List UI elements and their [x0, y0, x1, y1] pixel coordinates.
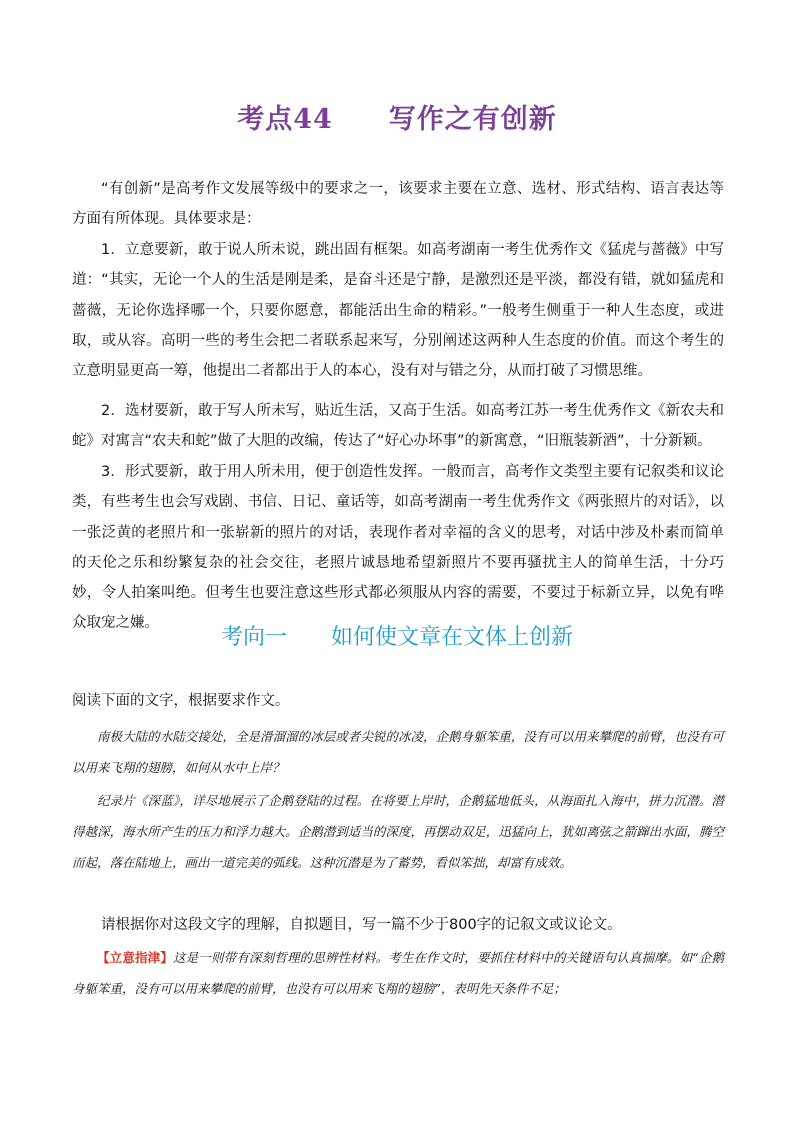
point-2-paragraph: 2．选材要新，敢于写人所未写，贴近生活，又高于生活。如高考江苏一考生优秀作文《新农夫和蛇》对寓言“农夫和蛇”做了大胆的改编，传达了“好心办坏事”的新寓意，“旧瓶装新酒”，十分新颖。 [72, 403, 724, 450]
point-1-paragraph: 1．立意要新，敢于说人所未说，跳出固有框架。如高考湖南一考生优秀作文《猛虎与蔷薇》中写道：“其实，无论一个人的生活是刚是柔，是奋斗还是宁静，是激烈还是平淡，都没有错，就如猛虎和蔷薇，无论你选择哪一个，只要你愿意，都能活出生命的精彩。”一般考生侧重于一种人生态度，或进取，或从容。高明一些的考生会把二者联系起来写，分别阐述这两种人生态度的价值。而这个考生的立意明显更高一筹，他提出二者都出于人的本心，没有对与错之分，从而打破了习惯思维。 [72, 242, 724, 380]
material-paragraph-1: 南极大陆的水陆交接处，全是滑溜溜的冰层或者尖锐的冰凌，企鹅身躯笨重，没有可以用来攀爬的前臂，也没有可以用来飞翔的翅膀，如何从水中上岸？ [72, 729, 724, 775]
guide-text: 这是一则带有深刻哲理的思辨性材料。考生在作文时，要抓住材料中的关键语句认真揣摩。如“企鹅身躯笨重，没有可以用来攀爬的前臂，也没有可以用来飞翔的翅膀”，表明先天条件不足； [72, 950, 724, 996]
point-3-paragraph: 3．形式要新，敢于用人所未用，便于创造性发挥。一般而言，高考作文类型主要有记叙类和议论类，有些考生也会写戏剧、书信、日记、童话等，如高考湖南一考生优秀作文《两张照片的对话》，以一张泛黄的老照片和一张崭新的照片的对话，表现作者对幸福的含义的思考，对话中涉及朴素而简单的天伦之乐和纷繁复杂的社会交往，老照片诚恳地希望新照片不要再骚扰主人的简单生活，十分巧妙，令人拍案叫绝。但考生也要注意这些形式都必须服从内容的需要，不要过于标新立异，以免有哗众取宠之嫌。 [72, 464, 724, 632]
writing-requirement: 请根据你对这段文字的理解，自拟题目，写一篇不少于800字的记叙文或议论文。 [101, 917, 622, 933]
page-title: 考点44 写作之有创新 [237, 104, 557, 135]
exercise-prompt: 阅读下面的文字，根据要求作文。 [72, 693, 290, 709]
intro-paragraph: “有创新”是高考作文发展等级中的要求之一，该要求主要在立意、选材、形式结构、语言表达等方面有所体现。具体要求是： [72, 181, 724, 228]
guide-tag: 【立意指津】 [97, 950, 173, 965]
material-paragraph-2: 纪录片《深蓝》，详尽地展示了企鹅登陆的过程。在将要上岸时，企鹅猛地低头，从海面扎入海中，拼力沉潜。潜得越深，海水所产生的压力和浮力越大。企鹅潜到适当的深度，再摆动双足，迅猛向上，犹如离弦之箭蹿出水面，腾空而起，落在陆地上，画出一道完美的弧线。这种沉潜是为了蓄势，看似笨拙，却富有成效。 [72, 793, 724, 870]
guide-paragraph [72, 942, 724, 1004]
section-heading: 考向一 如何使文章在文体上创新 [220, 625, 573, 650]
